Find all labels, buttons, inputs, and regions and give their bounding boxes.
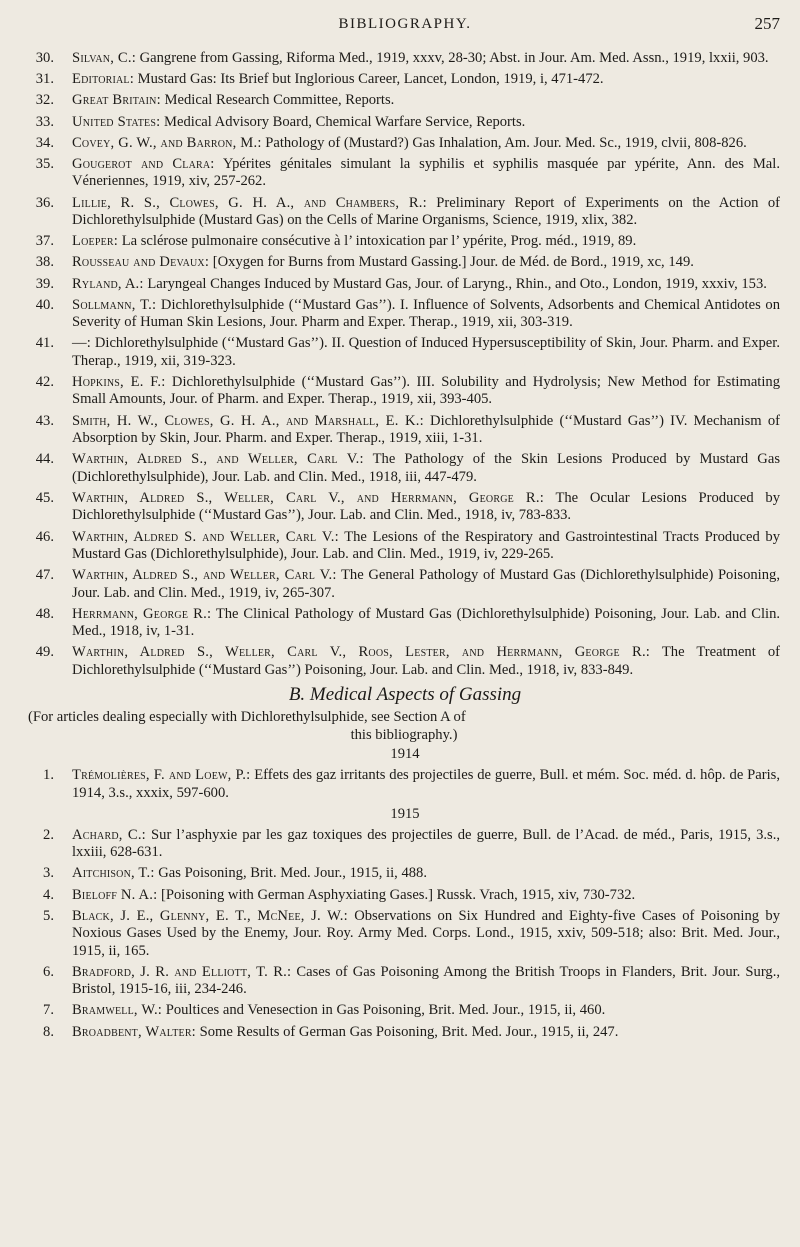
entry-citation: Observations on Six Hundred and Eighty-five Cases of Poisoning by Noxious Gases Used by the Enemy, Jour. Roy. Army Med. Corps. Lond., 1915, xxiv, 509-518; also: Brit. Med. Jour., 1915, ii, 165.	[72, 907, 780, 959]
entry-author: Warthin, Aldred S., Weller, Carl V., Roos, Lester, and Herrmann, George R.:	[72, 644, 651, 661]
entry-number: 31.	[35, 71, 54, 88]
entry-author: Bradford, J. R. and Elliott, T. R.:	[72, 963, 292, 980]
entry-author: Covey, G. W., and Barron, M.:	[72, 134, 262, 151]
entry-citation: The Clinical Pathology of Mustard Gas (Dichlorethylsulphide) Poisoning, Jour. Lab. and Clin. Med., 1918, iv, 1-31.	[72, 605, 781, 640]
entry-number: 40.	[35, 296, 54, 313]
bibliography-entry	[30, 254, 780, 271]
bibliography-entry	[30, 908, 780, 960]
entry-citation: Preliminary Report of Experiments on the Action of Dichlorethylsulphide (Mustard Gas) on the Cells of Marine Organisms, Science, 1919, xlix, 382.	[72, 194, 780, 229]
entry-number: 33.	[35, 113, 54, 130]
bibliography-entry	[30, 490, 780, 525]
year-heading-1914: 1914	[390, 746, 420, 763]
bibliography-entry	[30, 135, 780, 152]
entry-author: Warthin, Aldred S., Weller, Carl V., and Herrmann, George R.:	[72, 489, 544, 506]
bibliography-entry	[30, 964, 780, 999]
entry-citation: Ypérites génitales simulant la syphilis et syphilis masquée par ypérite, Ann. des Mal. Véneriennes, 1919, xiv, 257-262.	[72, 156, 780, 190]
entry-author: Lillie, R. S., Clowes, G. H. A., and Chambers, R.:	[72, 194, 427, 211]
entry-number: 47.	[35, 567, 54, 584]
entry-number: 3.	[43, 865, 54, 882]
entry-citation: Dichlorethylsulphide (‘‘Mustard Gas’’) IV. Mechanism of Absorption by Skin, Jour. Pharm. and Exper. Therap., 1919, xiii, 1-31.	[72, 412, 780, 447]
entry-citation: Gangrene from Gassing, Riforma Med., 1919, xxxv, 28-30; Abst. in Jour. Am. Med. Assn., 1919, lxxii, 903.	[135, 50, 769, 66]
entry-citation: Laryngeal Changes Induced by Mustard Gas, Jour. of Laryng., Rhin., and Oto., London, 1919, xxxiv, 153.	[143, 275, 767, 292]
entry-citation: The Ocular Lesions Produced by Dichlorethylsulphide (‘‘Mustard Gas’’), Jour. Lab. and Clin. Med., 1918, iv, 783-833.	[72, 489, 780, 524]
bibliography-entry	[30, 529, 780, 564]
entry-number: 48.	[35, 605, 54, 622]
entry-citation: Mustard Gas: Its Brief but Inglorious Career, Lancet, London, 1919, i, 471-472.	[134, 71, 604, 88]
entry-number: 6.	[43, 963, 54, 980]
entry-number: 30.	[35, 50, 54, 66]
entry-author: Hopkins, E. F.:	[72, 374, 166, 391]
entry-citation: Gas Poisoning, Brit. Med. Jour., 1915, ii, 488.	[154, 865, 428, 882]
entry-citation: The Pathology of the Skin Lesions Produced by Mustard Gas (Dichlorethylsulphide), Jour. Lab. and Clin. Med., 1918, iii, 447-479.	[72, 451, 780, 485]
page-header	[30, 14, 780, 50]
entry-author: Gougerot and Clara:	[72, 156, 215, 173]
entry-author: Editorial:	[72, 71, 135, 88]
entry-citation: The Lesions of the Respiratory and Gastrointestinal Tracts Produced by Mustard Gas (Dichlorethylsulphide), Jour. Lab. and Clin. Med., 1919, iv, 229-265.	[72, 528, 780, 562]
bibliography-entry	[30, 827, 780, 862]
bibliography-entry	[30, 374, 780, 409]
section-b-title: B. Medical Aspects of Gassing	[288, 684, 522, 706]
bibliography-entry	[30, 1024, 780, 1041]
entry-citation: The General Pathology of Mustard Gas (Dichlorethylsulphide) Poisoning, Jour. Lab. and Clin. Med., 1919, iv, 265-307.	[72, 567, 780, 601]
entry-citation: [Oxygen for Burns from Mustard Gassing.] Jour. de Méd. de Bord., 1919, xc, 149.	[209, 254, 694, 271]
entry-citation: Cases of Gas Poisoning Among the British Troops in Flanders, Brit. Jour. Surg., Bristol, 1915-16, iii, 234-246.	[72, 963, 781, 998]
entry-author: Sollmann, T.:	[72, 296, 157, 313]
bibliography-entry	[30, 413, 780, 448]
bibliography-entry	[30, 50, 780, 67]
bibliography-entry	[30, 1002, 780, 1019]
entry-number: 8.	[43, 1023, 54, 1040]
entry-author: Aitchison, T.:	[72, 865, 155, 882]
bibliography-entry	[30, 335, 780, 370]
entry-author: Herrmann, George R.:	[72, 605, 212, 622]
entry-author: Trémolières, F. and Loew, P.:	[72, 767, 251, 784]
entry-author: Achard, C.:	[72, 826, 146, 843]
bibliography-entry	[30, 451, 780, 486]
entry-citation: Dichlorethylsulphide (‘‘Mustard Gas’’). III. Solubility and Hydrolysis; New Method for Estimating Small Amounts, Jour. of Pharm. and Exper. Therap., 1919, xii, 393-405.	[72, 374, 780, 408]
entry-citation: Pathology of (Mustard?) Gas Inhalation, Am. Jour. Med. Sc., 1919, clvii, 808-826.	[261, 134, 747, 151]
entry-number: 35.	[35, 156, 54, 173]
entry-citation: The Treatment of Dichlorethylsulphide (‘‘Mustard Gas’’) Poisoning, Jour. Lab. and Clin. Med., 1918, iv, 833-849.	[72, 644, 781, 678]
entry-number: 46.	[35, 528, 54, 545]
entry-author: Warthin, Aldred S., and Weller, Carl V.:	[72, 451, 364, 468]
entry-number: 39.	[35, 275, 54, 292]
entries-1915	[30, 827, 780, 1041]
entry-number: 41.	[35, 335, 54, 352]
entry-number: 7.	[43, 1002, 54, 1019]
entry-author: Black, J. E., Glenny, E. T., McNee, J. W.:	[72, 907, 348, 924]
entry-number: 36.	[35, 194, 54, 211]
section-b-note-line2: this bibliography.)	[350, 727, 458, 744]
entry-citation: La sclérose pulmonaire consécutive à l’ intoxication par l’ ypérite, Prog. méd., 1919, 89.	[118, 233, 637, 250]
entry-author: Broadbent, Walter:	[72, 1023, 196, 1040]
entry-author: Bramwell, W.:	[72, 1002, 163, 1019]
bibliography-entry	[30, 644, 780, 679]
entry-number: 4.	[43, 886, 54, 903]
bibliography-entry	[30, 114, 780, 131]
bibliography-entry	[30, 567, 780, 602]
entry-number: 44.	[35, 451, 54, 468]
entry-author: Rousseau and Devaux:	[72, 254, 210, 271]
entry-number: 34.	[35, 134, 54, 151]
entry-citation: Dichlorethylsulphide (‘‘Mustard Gas’’). I. Influence of Solvents, Adsorbents and Chemical Antidotes on Severity of Human Skin Lesions, Jour. Pharm and Exper. Therap., 1919, xii, 303-319.	[72, 296, 780, 331]
entry-citation: Dichlorethylsulphide (‘‘Mustard Gas’’). II. Question of Induced Hypersusceptibility of Skin, Jour. Pharm. and Exper. Therap., 1919, xii, 319-323.	[72, 335, 780, 369]
entry-author: Great Britain:	[72, 92, 161, 109]
entry-citation: Sur l’asphyxie par les gaz toxiques des projectiles de guerre, Bull. de l’Acad. de méd., Paris, 1915, 3.s., lxxiii, 628-631.	[72, 826, 780, 861]
entry-citation: Effets des gaz irritants des projectiles de guerre, Bull. et mém. Soc. méd. d. hôp. de Paris, 1914, 3.s., xxxix, 597-600.	[72, 767, 780, 801]
entry-number: 45.	[35, 489, 54, 506]
running-head: BIBLIOGRAPHY.	[338, 16, 472, 32]
bibliography-entry	[30, 156, 780, 191]
entry-number: 49.	[35, 644, 54, 661]
entry-number: 42.	[35, 374, 54, 391]
entry-author: United States:	[72, 113, 161, 130]
entry-number: 43.	[35, 412, 54, 429]
bibliography-entry	[30, 767, 780, 802]
bibliography-entry	[30, 297, 780, 332]
entry-citation: [Poisoning with German Asphyxiating Gases.] Russk. Vrach, 1915, xiv, 730-732.	[157, 886, 636, 903]
entry-citation: Poultices and Venesection in Gas Poisoning, Brit. Med. Jour., 1915, ii, 460.	[162, 1002, 606, 1019]
entry-number: 2.	[43, 826, 54, 843]
entry-number: 37.	[35, 233, 54, 250]
bibliography-entry	[30, 195, 780, 230]
bibliography-entry	[30, 865, 780, 882]
bibliography-entry	[30, 276, 780, 293]
entry-number: 5.	[43, 907, 54, 924]
bibliography-entry	[30, 71, 780, 88]
entry-number: 38.	[35, 254, 54, 271]
entries-1914	[30, 767, 780, 802]
entry-author: Warthin, Aldred S., and Weller, Carl V.:	[72, 567, 337, 584]
bibliography-entry	[30, 606, 780, 641]
section-b-note-line1: (For articles dealing especially with Dichlorethylsulphide, see Section A of	[28, 709, 466, 726]
entry-author: Bieloff N. A.:	[72, 886, 158, 903]
entry-citation: Some Results of German Gas Poisoning, Brit. Med. Jour., 1915, ii, 247.	[195, 1023, 619, 1040]
bibliography-entry	[30, 233, 780, 250]
bibliography-entry	[30, 92, 780, 109]
entry-number: 1.	[43, 767, 54, 784]
page-number: 257	[754, 14, 780, 33]
entry-author: Ryland, A.:	[72, 275, 144, 292]
bibliography-entry	[30, 887, 780, 904]
entry-number: 32.	[35, 92, 54, 109]
entry-citation: Medical Advisory Board, Chemical Warfare Service, Reports.	[160, 113, 526, 130]
entry-author: Smith, H. W., Clowes, G. H. A., and Marshall, E. K.:	[72, 412, 424, 429]
entry-citation: Medical Research Committee, Reports.	[160, 92, 395, 109]
year-heading-1915: 1915	[390, 805, 420, 822]
section-a-entries	[30, 50, 780, 679]
section-b-note	[30, 708, 780, 744]
entry-author: Silvan, C.:	[72, 50, 136, 66]
entry-author: Loeper:	[72, 233, 119, 250]
entry-author: Warthin, Aldred S. and Weller, Carl V.:	[72, 528, 339, 545]
entry-author: —:	[72, 335, 92, 352]
